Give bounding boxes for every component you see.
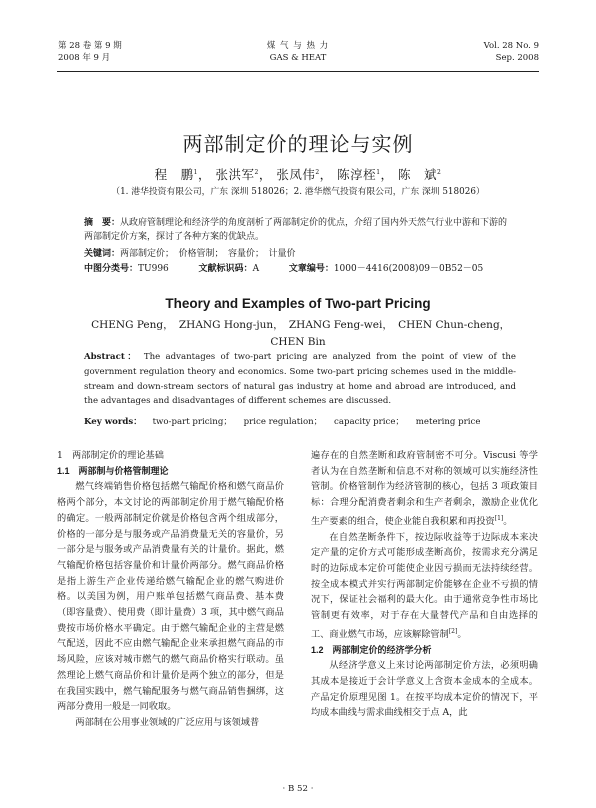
article-id-label: 文章编号： — [288, 264, 334, 274]
keyword-en: capacity price； — [334, 417, 405, 427]
keywords-en — [84, 415, 516, 427]
volume-issue: 第 28 卷 第 9 期 — [58, 41, 122, 51]
affiliation-zh: （1. 港华投资有限公司，广东 深圳 518026；2. 港华燃气投资有限公司，广东 深圳 518026） — [111, 187, 485, 197]
abstract-en — [84, 350, 516, 409]
citation-ref: [1] — [494, 514, 504, 522]
author-list-zh — [0, 165, 596, 183]
abstract-zh-label: 摘 要： — [84, 218, 121, 228]
clc-label: 中图分类号： — [84, 264, 139, 274]
body-paragraph: 两部制在公用事业领域的广泛应用与该领域普 — [75, 716, 260, 728]
body-right-column — [311, 448, 538, 721]
author-4: 陈淳桎$^1$， — [337, 167, 394, 182]
body-paragraph: 遍存在的自然垄断和政府管制密不可分。Viscusi 等学者认为在自然垄断和信息不对称的领域可以实施经济性管制。价格管制作为经济管制的核心，包括 3 项政策目标：合理分配消费者剩余和生产者剩余，激励企业优化生产要素的组合，使企业能自我积累和再投资[1]。 — [311, 450, 538, 527]
subsection-heading: 1.2 两部制定价的经济学分析 — [311, 644, 432, 655]
body-left-column — [57, 448, 284, 731]
author-1: 程 鹏$^1$， — [154, 167, 211, 182]
author-list-en: CHENG Peng， ZHANG Hong-jun， ZHANG Feng-wei， CHEN Chun-cheng， CHEN Bin — [91, 319, 516, 348]
abstract-en-label: Abstract： — [84, 352, 139, 362]
body-paragraph: 在自然垄断条件下，按边际收益等于边际成本来决定产量的定价方式可能形成垄断高价，按需求充分满足时的边际成本定价可能使企业因亏损而无法持续经营。按全成本模式并实行两部制定价能够在企业不亏损的情况下，保证社会福利的最大化。由于通常竞争性市场比管制更有效率，对于存在大量替代产品和自由选择的工、商业燃气市场，应该解除管制[2]。 — [311, 531, 538, 640]
abstract-en-text: The advantages of two-part pricing are analyzed from the point of view of the government regulation theory and economics. Some two-part pricing schemes used in the middle-stream and down-stream sectors of natural gas industry at home and abroad are introduced, and the advantages and disadvantages of different schemes are discussed. — [84, 352, 516, 407]
doc-code-value: A — [252, 264, 260, 274]
doc-code-label: 文献标识码： — [198, 264, 253, 274]
issue-date-en: Sep. 2008 — [495, 53, 539, 63]
page-number: · B 52 · — [282, 784, 314, 794]
author-2: 张洪军$^2$， — [215, 167, 272, 182]
keyword-en: metering price — [415, 417, 481, 427]
keywords-zh-label: 关键词： — [84, 249, 121, 259]
keyword-en: two-part pricing； — [152, 417, 232, 427]
paper-title-zh: 两部制定价的理论与实例 — [182, 132, 414, 156]
journal-volume-info-en — [484, 40, 539, 64]
keyword-en: price regulation； — [243, 417, 323, 427]
header-divider — [57, 71, 539, 72]
abstract-zh-text: 从政府管制理论和经济学的角度剖析了两部制定价的优点，介绍了国内外天然气行业中游和下游的两部制定价方案，探讨了各种方案的优缺点。 — [84, 218, 508, 242]
author-3: 张凤伟$^2$， — [276, 167, 333, 182]
keywords-en-label: Key words： — [84, 417, 142, 427]
keywords-zh-text: 两部制定价； 价格管制； 容量价； 计量价 — [120, 249, 296, 259]
article-id-value: 1000－4416(2008)09－0B52－05 — [333, 264, 484, 274]
subsection-heading: 1.1 两部制与价格管制理论 — [57, 465, 169, 476]
classification-line — [84, 263, 514, 277]
section-heading: 1 两部制定价的理论基础 — [57, 450, 164, 461]
journal-name-zh: 煤 气 与 热 力 — [266, 41, 330, 51]
clc-value: TU996 — [138, 264, 169, 274]
keywords-zh — [84, 248, 514, 262]
abstract-zh — [84, 217, 514, 244]
body-paragraph: 燃气终端销售价格包括燃气输配价格和燃气商品价格两个部分，本文讨论的两部制定价用于燃气输配价格的确定。一般两部制定价就是价格包含两个组成部分，价格的一部分是与服务或产品消费量无关的容量价，另一部分是与服务或产品消费量有关的计量价。据此，燃气输配价格包括容量价和计量价两部分。燃气商品价格是指上游生产企业传递给燃气输配企业的燃气购进价格。以美国为例，用户账单包括燃气商品费、基本费（即容量费）、使用费（即计量费）3 项，其中燃气商品费按市场价格水平确定。由于燃气输配企业的主营是燃气配送，因此不应由燃气输配企业来承担燃气商品的市场风险，应该对城市燃气的燃气商品价格实行联动。虽然理论上燃气商品价和计量价是两个独立的部分，但是在我国实践中，燃气输配服务与燃气商品销售捆绑，这两部分费用一般是一同收取。 — [57, 481, 284, 713]
citation-ref: [2] — [448, 627, 458, 635]
issue-date: 2008 年 9 月 — [58, 53, 111, 63]
paper-title-en: Theory and Examples of Two-part Pricing — [165, 296, 431, 311]
body-paragraph: 从经济学意义上来讨论两部制定价方法，必须明确其成本是接近于会计学意义上含资本金成本的全成本。产品定价原理见图 1。在按平均成本定价的情况下，平均成本曲线与需求曲线相交于点 A，此 — [311, 660, 538, 719]
volume-issue-en: Vol. 28 No. 9 — [483, 41, 539, 51]
journal-name-en: GAS & HEAT — [269, 53, 327, 63]
author-5: 陈 斌$^2$ — [398, 167, 442, 182]
